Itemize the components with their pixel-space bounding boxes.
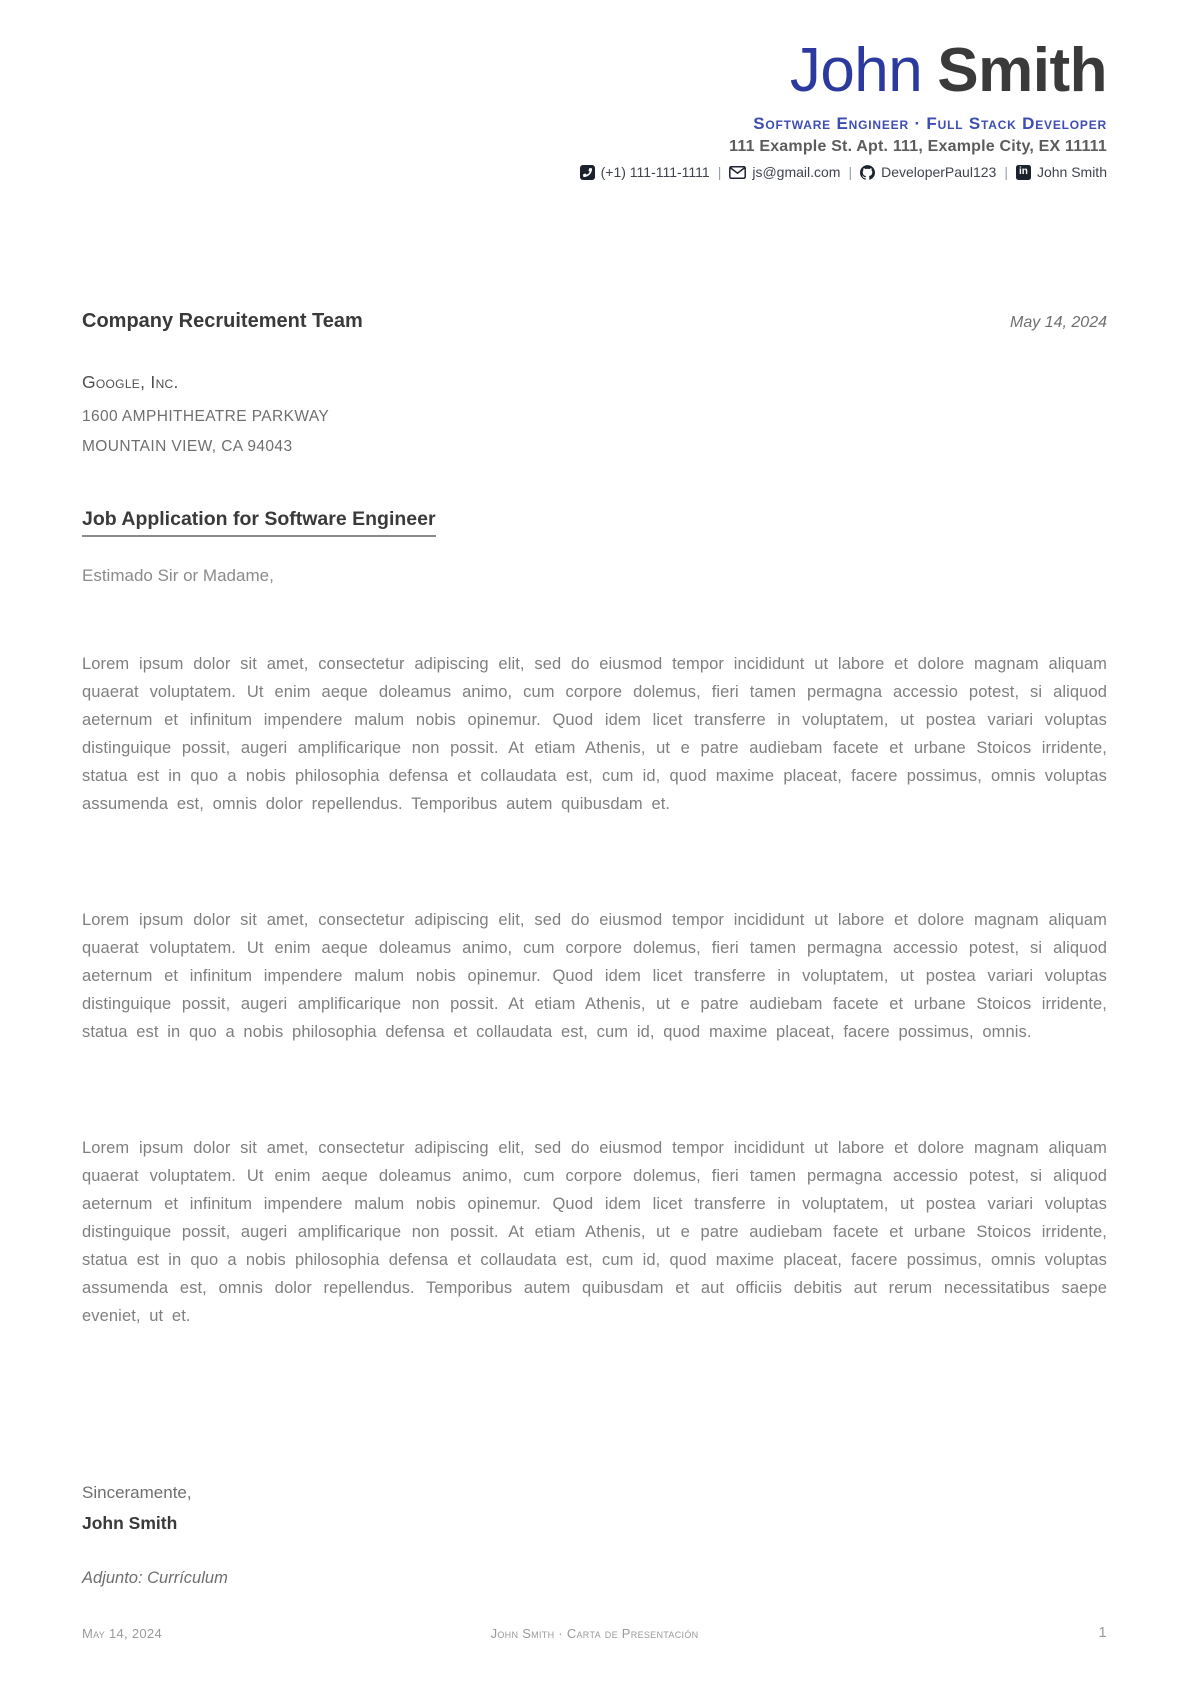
phone-icon (580, 165, 595, 180)
linkedin-icon: in (1016, 165, 1031, 180)
body-paragraph: Lorem ipsum dolor sit amet, consectetur adipiscing elit, sed do eiusmod tempor incididunt ut labore et dolore magnam aliquam quaerat voluptatem. Ut enim aeque doleamus animo, cum corpore dolemus, fieri tamen permagna accessio potest, si aliquod aeternum et infinitum impendere malum nobis opinemur. Quod idem licet transferre in voluptatem, ut postea variari voluptas distinguique possit, augeri amplificarique non possit. At etiam Athenis, ut e patre audiebam facete et urbane Stoicos irridente, statua est in quo a nobis philosophia defensa et collaudata est, cum id, quod maxime placeat, facere possimus, omnis voluptas assumenda est, omnis dolor repellendus. Temporibus autem quibusdam et. (82, 655, 1107, 813)
body-paragraph: Lorem ipsum dolor sit amet, consectetur adipiscing elit, sed do eiusmod tempor incididunt ut labore et dolore magnam aliquam quaerat voluptatem. Ut enim aeque doleamus animo, cum corpore dolemus, fieri tamen permagna accessio potest, si aliquod aeternum et infinitum impendere malum nobis opinemur. Quod idem licet transferre in voluptatem, ut postea variari voluptas distinguique possit, augeri amplificarique non possit. At etiam Athenis, ut e patre audiebam facete et urbane Stoicos irridente, statua est in quo a nobis philosophia defensa et collaudata est, cum id, quod maxime placeat, facere possimus, omnis. (82, 911, 1107, 1041)
contact-separator: | (848, 164, 853, 180)
contact-line (82, 161, 1107, 183)
contact-linkedin[interactable] (1016, 161, 1107, 183)
letter-date: May 14, 2024 (1010, 314, 1107, 331)
recipient-title: Company Recruitement Team (82, 310, 363, 332)
subject-row (82, 506, 1107, 537)
footer-document-title: John Smith · Carta de Presentación (490, 1626, 699, 1641)
letter-subject: Job Application for Software Engineer (82, 506, 436, 537)
author-name (82, 36, 1107, 105)
footer-date: May 14, 2024 (82, 1626, 162, 1641)
salutation: Estimado Sir or Madame, (82, 566, 274, 585)
closing-block (82, 1478, 192, 1538)
phone-number: (+1) 111-111-1111 (600, 164, 710, 180)
linkedin-name: John Smith (1036, 164, 1107, 180)
letter-header (82, 0, 1107, 183)
email-address: js@gmail.com (752, 164, 841, 180)
recipient-address-line1: 1600 AMPHITHEATRE PARKWAY (82, 408, 330, 425)
footer-page-number: 1 (1098, 1624, 1107, 1641)
contact-separator: | (717, 164, 722, 180)
github-username: DeveloperPaul123 (881, 164, 997, 180)
contact-email[interactable] (729, 161, 840, 183)
recipient-row (82, 308, 1107, 336)
contact-separator: | (1004, 164, 1008, 180)
recipient-address-line2: MOUNTAIN VIEW, CA 94043 (82, 438, 293, 455)
author-postal-address: 111 Example St. Apt. 111, Example City, EX 11111 (729, 138, 1107, 155)
email-icon (729, 166, 746, 179)
signature-name: John Smith (82, 1513, 178, 1533)
body-paragraph: Lorem ipsum dolor sit amet, consectetur adipiscing elit, sed do eiusmod tempor incididunt ut labore et dolore magnam aliquam quaerat voluptatem. Ut enim aeque doleamus animo, cum corpore dolemus, fieri tamen permagna accessio potest, si aliquod aeternum et infinitum impendere malum nobis opinemur. Quod idem licet transferre in voluptatem, ut postea variari voluptas distinguique possit, augeri amplificarique non possit. At etiam Athenis, ut e patre audiebam facete et urbane Stoicos irridente, statua est in quo a nobis philosophia defensa et collaudata est, cum id, quod maxime placeat, facere possimus, omnis voluptas assumenda est, omnis dolor repellendus. Temporibus autem quibusdam et aut officiis debitis aut rerum necessitatibus saepe eveniet, ut et. (82, 1139, 1107, 1325)
author-last-name: Smith (937, 36, 1107, 105)
closing-phrase: Sinceramente, (82, 1483, 192, 1502)
author-first-name: John (789, 36, 923, 105)
recipient-company: Google, Inc. (82, 372, 179, 392)
contact-phone[interactable] (580, 161, 710, 183)
page-content (82, 0, 1107, 1347)
github-icon (860, 165, 875, 180)
contact-github[interactable] (860, 161, 996, 183)
author-tagline: Software Engineer · Full Stack Developer (753, 114, 1107, 133)
page-footer (82, 1626, 1107, 1646)
enclosure-note: Adjunto: Currículum (82, 1569, 228, 1587)
